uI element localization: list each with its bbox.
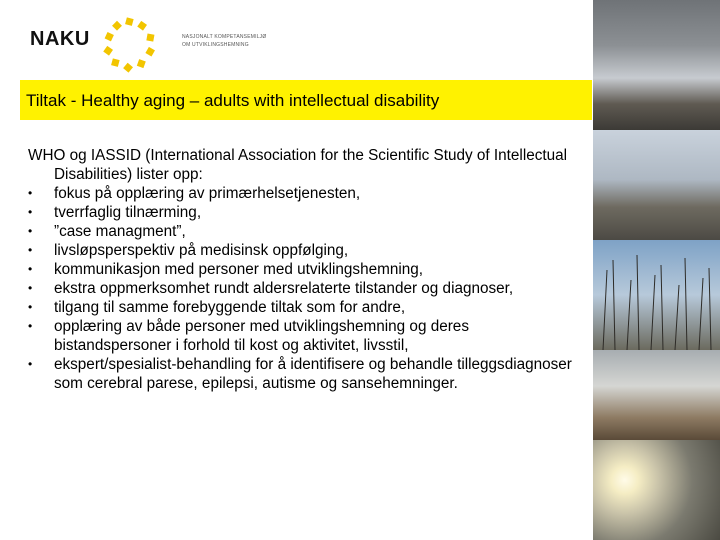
logo-wordmark: NAKU xyxy=(30,28,90,50)
bullet-icon: • xyxy=(28,243,33,257)
list-item: • opplæring av både personer med utviklingshemning og deres bistandspersoner i forhold til kost og aktivitet, livsstil, xyxy=(28,318,469,354)
list-item: • ekspert/spesialist-behandling for å identifisere og behandle tilleggsdiagnoser som cerebral parese, epilepsi, autisme og sansehemninger. xyxy=(28,356,572,392)
list-item: • ”case managment”, xyxy=(28,223,186,240)
slide-title: Tiltak - Healthy aging – adults with intellectual disability xyxy=(26,91,440,110)
field-photo xyxy=(593,350,720,440)
sunlit-branches-photo xyxy=(593,440,720,540)
bullet-icon: • xyxy=(28,300,33,314)
list-item: • fokus på opplæring av primærhelsetjenesten, xyxy=(28,185,361,202)
lake-photo xyxy=(593,130,720,240)
bullet-icon: • xyxy=(28,357,33,371)
bullet-list xyxy=(28,184,583,393)
logo-subtitle: NASJONALT KOMPETANSEMILJØ OM UTVIKLINGSHEMNING xyxy=(182,34,267,48)
bullet-icon: • xyxy=(28,186,33,200)
slide-body xyxy=(28,146,583,393)
bullet-icon: • xyxy=(28,281,33,295)
reeds-photo xyxy=(593,240,720,350)
bullet-icon: • xyxy=(28,205,33,219)
bullet-icon: • xyxy=(28,262,33,276)
bullet-icon: • xyxy=(28,319,33,333)
list-item: • livsløpsperspektiv på medisinsk oppfølging, xyxy=(28,242,349,259)
intro-paragraph: WHO og IASSID (International Association for the Scientific Study of Intellectual Disabilities) lister opp: xyxy=(28,147,568,183)
naku-logo xyxy=(30,16,270,66)
list-item: • tverrfaglig tilnærming, xyxy=(28,204,202,221)
list-item: • ekstra oppmerksomhet rundt aldersrelaterte tilstander og diagnoser, xyxy=(28,280,514,297)
bullet-icon: • xyxy=(28,224,33,238)
list-item: • tilgang til samme forebyggende tiltak som for andre, xyxy=(28,299,406,316)
list-item: • kommunikasjon med personer med utviklingshemning, xyxy=(28,261,424,278)
landscape-photo xyxy=(593,0,720,130)
sun-logo-icon xyxy=(98,16,160,74)
photo-strip xyxy=(593,0,720,540)
